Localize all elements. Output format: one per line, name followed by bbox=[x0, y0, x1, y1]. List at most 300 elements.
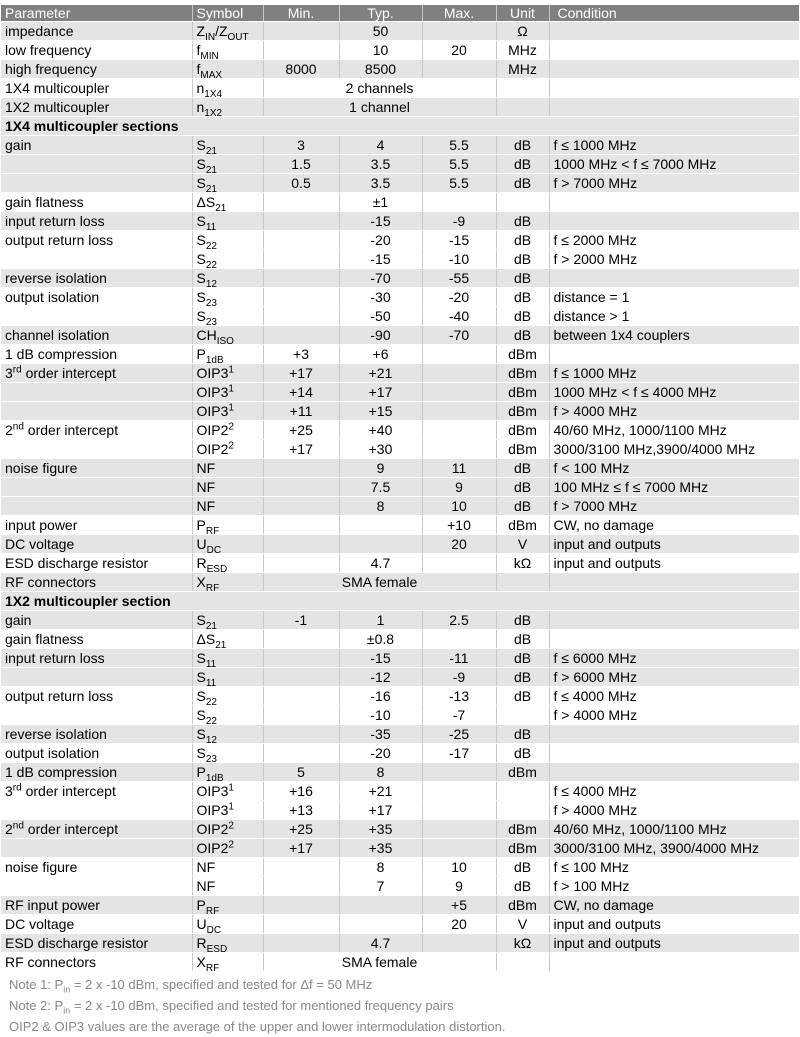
note-2 bbox=[9, 995, 800, 1016]
symbol-note-ref: 2 bbox=[228, 820, 234, 832]
symbol-cell bbox=[192, 212, 263, 231]
unit-cell: dBm bbox=[496, 402, 549, 421]
parameter-text: output return loss bbox=[5, 232, 114, 248]
parameter-text: 1 dB compression bbox=[5, 346, 118, 362]
condition-cell: f > 4000 MHz bbox=[549, 402, 799, 421]
parameter-text: impedance bbox=[5, 23, 74, 39]
symbol-cell bbox=[192, 307, 263, 326]
unit-cell: dB bbox=[496, 231, 549, 250]
table-row bbox=[1, 364, 799, 383]
symbol-subscript: 11 bbox=[205, 221, 217, 231]
typ-cell: -15 bbox=[339, 250, 422, 269]
typ-cell: 4 bbox=[339, 136, 422, 155]
parameter-cell bbox=[1, 497, 192, 516]
symbol-text: OIP2 bbox=[196, 821, 229, 837]
parameter-cell bbox=[1, 725, 192, 744]
symbol-subscript: 22 bbox=[205, 696, 217, 706]
condition-cell: f ≤ 2000 MHz bbox=[549, 231, 799, 250]
typ-cell: 8 bbox=[339, 763, 422, 782]
table-row bbox=[1, 630, 799, 649]
max-cell: 9 bbox=[422, 877, 496, 896]
condition-cell: CW, no damage bbox=[549, 516, 799, 535]
max-cell: -25 bbox=[422, 725, 496, 744]
table-row bbox=[1, 41, 799, 60]
condition-cell bbox=[549, 193, 799, 212]
parameter-cell bbox=[1, 763, 192, 782]
symbol-subscript: 23 bbox=[205, 753, 217, 763]
parameter-text: high frequency bbox=[5, 61, 97, 77]
symbol-text: NF bbox=[196, 859, 216, 875]
min-cell bbox=[263, 706, 339, 725]
parameter-text: 3 bbox=[5, 783, 13, 799]
typ-cell: 10 bbox=[339, 41, 422, 60]
symbol-subscript: 1X2 bbox=[204, 107, 223, 117]
table-row bbox=[1, 136, 799, 155]
parameter-cell bbox=[1, 136, 192, 155]
min-cell bbox=[263, 516, 339, 535]
min-cell bbox=[263, 725, 339, 744]
typ-cell: ±1 bbox=[339, 193, 422, 212]
symbol-text: X bbox=[196, 574, 206, 590]
symbol-note-ref: 1 bbox=[228, 801, 234, 813]
max-cell bbox=[422, 364, 496, 383]
max-cell: -40 bbox=[422, 307, 496, 326]
symbol-cell bbox=[192, 364, 263, 383]
symbol-subscript: 21 bbox=[205, 620, 217, 630]
parameter-cell bbox=[1, 896, 192, 915]
max-cell: 20 bbox=[422, 41, 496, 60]
max-cell: 2.5 bbox=[422, 611, 496, 630]
symbol-cell bbox=[192, 706, 263, 725]
parameter-text-rest: order intercept bbox=[21, 783, 116, 799]
unit-cell: MHz bbox=[496, 60, 549, 79]
typ-cell: -50 bbox=[339, 307, 422, 326]
table-row bbox=[1, 668, 799, 687]
symbol-text: S bbox=[196, 308, 206, 324]
typ-cell bbox=[339, 516, 422, 535]
parameter-cell bbox=[1, 953, 192, 972]
condition-cell: 3000/3100 MHz, 3900/4000 MHz bbox=[549, 839, 799, 858]
parameter-text: 3 bbox=[5, 365, 13, 381]
unit-cell bbox=[496, 573, 549, 592]
typ-cell: +6 bbox=[339, 345, 422, 364]
parameter-cell bbox=[1, 212, 192, 231]
typ-cell: +35 bbox=[339, 839, 422, 858]
parameter-text-rest: order intercept bbox=[21, 365, 116, 381]
symbol-text: ΔS bbox=[196, 631, 216, 647]
parameter-cell bbox=[1, 421, 192, 440]
typ-cell: +35 bbox=[339, 820, 422, 839]
parameter-cell bbox=[1, 326, 192, 345]
max-cell bbox=[422, 383, 496, 402]
parameter-text: gain bbox=[5, 137, 32, 153]
symbol-cell bbox=[192, 421, 263, 440]
condition-cell bbox=[549, 744, 799, 763]
symbol-cell bbox=[192, 174, 263, 193]
condition-cell bbox=[549, 212, 799, 231]
max-cell: -13 bbox=[422, 687, 496, 706]
unit-cell: dBm bbox=[496, 421, 549, 440]
table-row bbox=[1, 307, 799, 326]
symbol-text: NF bbox=[196, 460, 216, 476]
value-span-cell: 1 channel bbox=[263, 98, 496, 117]
table-row bbox=[1, 611, 799, 630]
min-cell: +25 bbox=[263, 820, 339, 839]
typ-cell: 1 bbox=[339, 611, 422, 630]
max-cell bbox=[422, 934, 496, 953]
parameter-cell bbox=[1, 744, 192, 763]
parameter-cell bbox=[1, 440, 192, 459]
unit-cell: dB bbox=[496, 744, 549, 763]
max-cell: -20 bbox=[422, 288, 496, 307]
parameter-text: gain flatness bbox=[5, 194, 84, 210]
table-row bbox=[1, 649, 799, 668]
symbol-text: R bbox=[196, 555, 207, 571]
symbol-text: S bbox=[196, 137, 206, 153]
condition-cell: f > 2000 MHz bbox=[549, 250, 799, 269]
symbol-cell bbox=[192, 440, 263, 459]
max-cell: -11 bbox=[422, 649, 496, 668]
parameter-cell bbox=[1, 250, 192, 269]
unit-cell: dB bbox=[496, 307, 549, 326]
parameter-cell bbox=[1, 611, 192, 630]
unit-cell: dBm bbox=[496, 763, 549, 782]
parameter-text-rest: order intercept bbox=[23, 422, 119, 438]
parameter-cell bbox=[1, 934, 192, 953]
symbol-cell bbox=[192, 611, 263, 630]
typ-cell: 7 bbox=[339, 877, 422, 896]
symbol-subscript: 22 bbox=[205, 715, 217, 725]
max-cell bbox=[422, 421, 496, 440]
symbol-text: n bbox=[196, 99, 205, 115]
parameter-cell bbox=[1, 516, 192, 535]
unit-cell: dB bbox=[496, 687, 549, 706]
min-cell bbox=[263, 877, 339, 896]
condition-cell bbox=[549, 41, 799, 60]
symbol-cell bbox=[192, 288, 263, 307]
typ-cell: -12 bbox=[339, 668, 422, 687]
max-cell bbox=[422, 60, 496, 79]
symbol-subscript: ISO bbox=[216, 335, 234, 345]
unit-cell: dBm bbox=[496, 516, 549, 535]
symbol-cell bbox=[192, 763, 263, 782]
symbol-subscript: 11 bbox=[205, 658, 217, 668]
min-cell bbox=[263, 858, 339, 877]
min-cell bbox=[263, 478, 339, 497]
parameter-text: 2 bbox=[5, 422, 13, 438]
table-row bbox=[1, 98, 799, 117]
max-cell bbox=[422, 839, 496, 858]
unit-cell: dB bbox=[496, 250, 549, 269]
symbol-cell bbox=[192, 269, 263, 288]
note-1-subscript: in bbox=[63, 984, 71, 995]
table-row bbox=[1, 288, 799, 307]
symbol-cell bbox=[192, 687, 263, 706]
symbol-text: S bbox=[196, 213, 206, 229]
table-row bbox=[1, 706, 799, 725]
note-1-text-b: = 2 x -10 dBm, specified and tested for Δf = 50 MHz bbox=[70, 977, 373, 992]
min-cell bbox=[263, 22, 339, 41]
unit-cell: dBm bbox=[496, 440, 549, 459]
parameter-text: ESD discharge resistor bbox=[5, 555, 149, 571]
min-cell bbox=[263, 459, 339, 478]
value-span-cell: 2 channels bbox=[263, 79, 496, 98]
unit-cell: dBm bbox=[496, 896, 549, 915]
parameter-text: 1 dB compression bbox=[5, 764, 118, 780]
symbol-cell bbox=[192, 554, 263, 573]
symbol-text: OIP3 bbox=[196, 403, 229, 419]
typ-cell: 3.5 bbox=[339, 174, 422, 193]
symbol-subscript: 23 bbox=[205, 316, 217, 326]
symbol-text: OIP3 bbox=[196, 802, 229, 818]
unit-cell: dB bbox=[496, 497, 549, 516]
parameter-text: output isolation bbox=[5, 289, 100, 305]
condition-cell: f ≤ 6000 MHz bbox=[549, 649, 799, 668]
symbol-note-ref: 1 bbox=[228, 402, 234, 414]
max-cell: -17 bbox=[422, 744, 496, 763]
min-cell: +13 bbox=[263, 801, 339, 820]
typ-cell: 7.5 bbox=[339, 478, 422, 497]
max-cell: +5 bbox=[422, 896, 496, 915]
header-symbol: Symbol bbox=[192, 5, 263, 22]
symbol-text: OIP2 bbox=[196, 441, 229, 457]
min-cell bbox=[263, 668, 339, 687]
typ-cell: 8500 bbox=[339, 60, 422, 79]
min-cell bbox=[263, 744, 339, 763]
min-cell bbox=[263, 193, 339, 212]
parameter-text: RF input power bbox=[5, 897, 100, 913]
parameter-text: gain bbox=[5, 612, 32, 628]
max-cell bbox=[422, 820, 496, 839]
symbol-text: OIP2 bbox=[196, 422, 229, 438]
symbol-text: ΔS bbox=[196, 194, 216, 210]
symbol-cell bbox=[192, 193, 263, 212]
parameter-text: noise figure bbox=[5, 859, 78, 875]
unit-cell: dB bbox=[496, 877, 549, 896]
symbol-subscript: ESD bbox=[206, 943, 228, 953]
symbol-subscript: 1dB bbox=[205, 772, 224, 782]
min-cell: +17 bbox=[263, 440, 339, 459]
parameter-text: low frequency bbox=[5, 42, 92, 58]
table-row bbox=[1, 345, 799, 364]
header-typ: Typ. bbox=[339, 5, 422, 22]
table-row bbox=[1, 60, 799, 79]
symbol-cell bbox=[192, 136, 263, 155]
parameter-cell bbox=[1, 269, 192, 288]
condition-cell bbox=[549, 630, 799, 649]
section-title: 1X4 multicoupler sections bbox=[1, 117, 799, 136]
min-cell bbox=[263, 231, 339, 250]
parameter-ordinal: nd bbox=[12, 820, 24, 832]
table-row bbox=[1, 497, 799, 516]
symbol-cell bbox=[192, 231, 263, 250]
symbol-subscript: 21 bbox=[205, 164, 217, 174]
min-cell bbox=[263, 269, 339, 288]
table-row bbox=[1, 155, 799, 174]
max-cell bbox=[422, 345, 496, 364]
note-3: OIP2 & OIP3 values are the average of the upper and lower intermodulation distortion. bbox=[9, 1019, 506, 1034]
symbol-subscript: 12 bbox=[205, 734, 217, 744]
table-row bbox=[1, 953, 799, 972]
min-cell bbox=[263, 326, 339, 345]
max-cell bbox=[422, 630, 496, 649]
unit-cell bbox=[496, 801, 549, 820]
section-header-row bbox=[1, 592, 799, 611]
parameter-text-rest: order intercept bbox=[23, 821, 119, 837]
unit-cell: dB bbox=[496, 155, 549, 174]
symbol-text: R bbox=[196, 935, 207, 951]
parameter-cell bbox=[1, 345, 192, 364]
condition-cell bbox=[549, 611, 799, 630]
symbol-subscript: RF bbox=[205, 962, 220, 972]
symbol-note-ref: 1 bbox=[228, 782, 234, 794]
symbol-cell bbox=[192, 41, 263, 60]
typ-cell: -35 bbox=[339, 725, 422, 744]
symbol-text: U bbox=[196, 536, 207, 552]
note-2-subscript: in bbox=[63, 1005, 71, 1016]
symbol-cell bbox=[192, 250, 263, 269]
condition-cell bbox=[549, 573, 799, 592]
max-cell: 9 bbox=[422, 478, 496, 497]
typ-cell: 3.5 bbox=[339, 155, 422, 174]
symbol-cell bbox=[192, 402, 263, 421]
parameter-text: 1X4 multicoupler bbox=[5, 80, 110, 96]
condition-cell: input and outputs bbox=[549, 934, 799, 953]
parameter-text: noise figure bbox=[5, 460, 78, 476]
condition-cell: 1000 MHz < f ≤ 7000 MHz bbox=[549, 155, 799, 174]
parameter-cell bbox=[1, 649, 192, 668]
table-row bbox=[1, 820, 799, 839]
symbol-text: S bbox=[196, 745, 206, 761]
header-condition: Condition bbox=[549, 5, 799, 22]
min-cell: -1 bbox=[263, 611, 339, 630]
symbol-subscript: 1dB bbox=[205, 354, 224, 364]
typ-cell: -90 bbox=[339, 326, 422, 345]
unit-cell: MHz bbox=[496, 41, 549, 60]
max-cell: +10 bbox=[422, 516, 496, 535]
max-cell bbox=[422, 440, 496, 459]
symbol-subscript: 23 bbox=[205, 297, 217, 307]
parameter-text: input return loss bbox=[5, 213, 105, 229]
parameter-cell bbox=[1, 364, 192, 383]
table-row bbox=[1, 440, 799, 459]
typ-cell: -15 bbox=[339, 212, 422, 231]
table-row bbox=[1, 535, 799, 554]
symbol-cell bbox=[192, 877, 263, 896]
table-row bbox=[1, 174, 799, 193]
symbol-cell bbox=[192, 934, 263, 953]
symbol-text-2: /Z bbox=[215, 23, 228, 39]
table-row bbox=[1, 516, 799, 535]
condition-cell: f > 6000 MHz bbox=[549, 668, 799, 687]
symbol-subscript: MIN bbox=[200, 50, 219, 60]
symbol-note-ref: 1 bbox=[228, 364, 234, 376]
symbol-text: OIP3 bbox=[196, 384, 229, 400]
symbol-cell bbox=[192, 725, 263, 744]
symbol-cell bbox=[192, 858, 263, 877]
typ-cell: -15 bbox=[339, 649, 422, 668]
condition-cell: f ≤ 1000 MHz bbox=[549, 364, 799, 383]
parameter-text: DC voltage bbox=[5, 536, 75, 552]
table-row bbox=[1, 421, 799, 440]
typ-cell bbox=[339, 915, 422, 934]
condition-cell: f ≤ 1000 MHz bbox=[549, 136, 799, 155]
min-cell bbox=[263, 915, 339, 934]
symbol-text: S bbox=[196, 650, 206, 666]
max-cell bbox=[422, 554, 496, 573]
symbol-cell bbox=[192, 953, 263, 972]
min-cell: 0.5 bbox=[263, 174, 339, 193]
table-row bbox=[1, 839, 799, 858]
unit-cell bbox=[496, 98, 549, 117]
min-cell bbox=[263, 649, 339, 668]
min-cell bbox=[263, 554, 339, 573]
symbol-subscript: RF bbox=[205, 582, 220, 592]
unit-cell: dB bbox=[496, 212, 549, 231]
parameter-cell bbox=[1, 193, 192, 212]
unit-cell: dBm bbox=[496, 820, 549, 839]
condition-cell: f > 4000 MHz bbox=[549, 706, 799, 725]
table-row bbox=[1, 212, 799, 231]
section-header-row bbox=[1, 117, 799, 136]
table-row bbox=[1, 478, 799, 497]
max-cell bbox=[422, 782, 496, 801]
unit-cell bbox=[496, 193, 549, 212]
symbol-text: P bbox=[196, 517, 206, 533]
header-max: Max. bbox=[422, 5, 496, 22]
parameter-cell bbox=[1, 820, 192, 839]
max-cell: -7 bbox=[422, 706, 496, 725]
symbol-subscript: 21 bbox=[205, 183, 217, 193]
symbol-text: S bbox=[196, 726, 206, 742]
symbol-text: S bbox=[196, 156, 206, 172]
table-row bbox=[1, 877, 799, 896]
condition-cell bbox=[549, 22, 799, 41]
parameter-cell bbox=[1, 60, 192, 79]
max-cell: 10 bbox=[422, 497, 496, 516]
unit-cell: kΩ bbox=[496, 934, 549, 953]
symbol-subscript: MAX bbox=[200, 69, 223, 79]
max-cell: 5.5 bbox=[422, 136, 496, 155]
header-parameter: Parameter bbox=[1, 5, 192, 22]
symbol-cell bbox=[192, 345, 263, 364]
table-row bbox=[1, 782, 799, 801]
parameter-cell bbox=[1, 383, 192, 402]
table-row bbox=[1, 573, 799, 592]
max-cell bbox=[422, 763, 496, 782]
min-cell: +17 bbox=[263, 364, 339, 383]
min-cell bbox=[263, 212, 339, 231]
table-row bbox=[1, 383, 799, 402]
table-row bbox=[1, 858, 799, 877]
symbol-text: S bbox=[196, 688, 206, 704]
parameter-text: output isolation bbox=[5, 745, 100, 761]
unit-cell bbox=[496, 953, 549, 972]
table-row bbox=[1, 326, 799, 345]
typ-cell: 9 bbox=[339, 459, 422, 478]
condition-cell: input and outputs bbox=[549, 535, 799, 554]
condition-cell: 40/60 MHz, 1000/1100 MHz bbox=[549, 820, 799, 839]
symbol-cell bbox=[192, 459, 263, 478]
typ-cell: -20 bbox=[339, 744, 422, 763]
note-1 bbox=[9, 974, 800, 995]
unit-cell: dB bbox=[496, 326, 549, 345]
table-row bbox=[1, 801, 799, 820]
table-row bbox=[1, 22, 799, 41]
parameter-text: 2 bbox=[5, 821, 13, 837]
min-cell: +14 bbox=[263, 383, 339, 402]
table-row bbox=[1, 744, 799, 763]
